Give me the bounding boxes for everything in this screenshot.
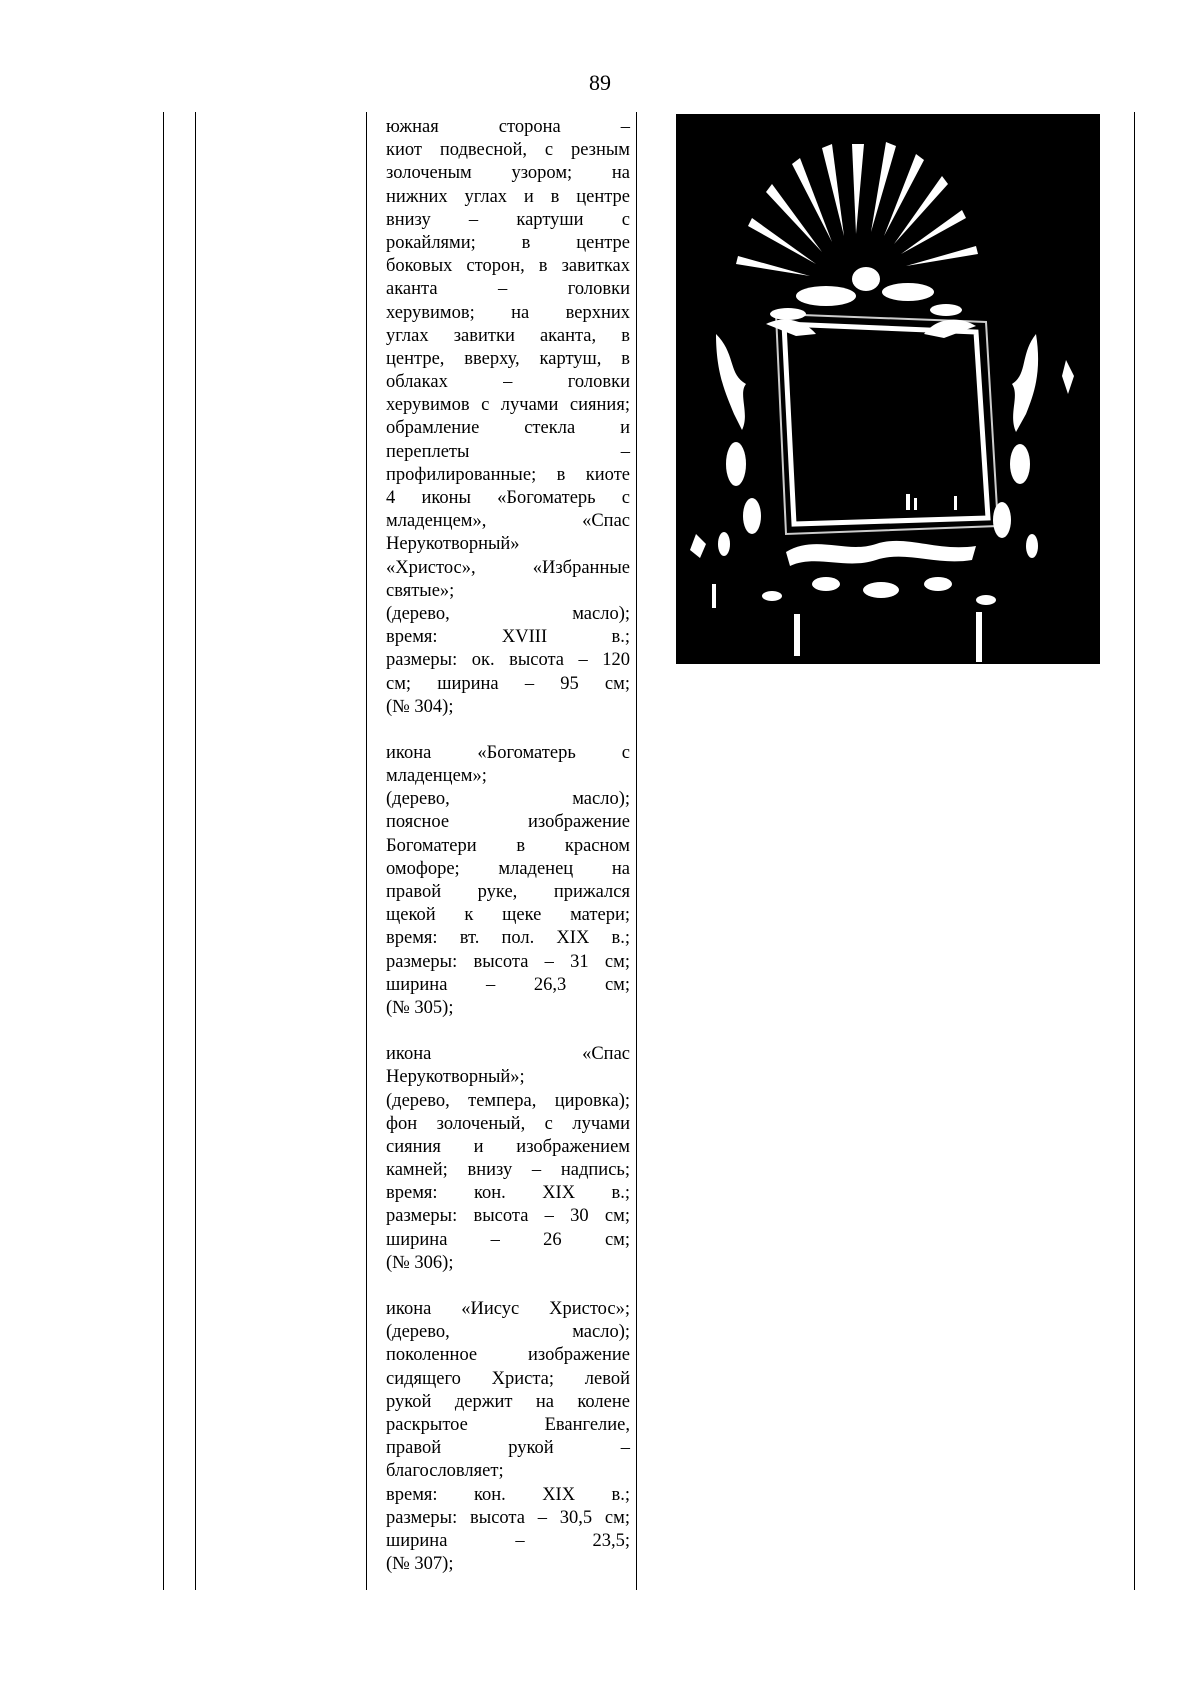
entry-line: раскрытое Евангелие, <box>386 1414 630 1435</box>
entry-line: киот подвесной, с резным <box>386 140 630 161</box>
entry-line: время: кон. XIX в.; <box>386 1183 630 1204</box>
page-number: 89 <box>589 70 611 95</box>
catalog-entry <box>386 116 630 719</box>
entry-line: облаках – головки <box>386 372 630 393</box>
entry-line: ширина – 26,3 см; <box>386 974 630 995</box>
table-border-left <box>163 112 164 1590</box>
entry-line: благословляет; <box>386 1461 504 1482</box>
entry-line: ширина – 26 см; <box>386 1229 630 1250</box>
entry-line: переплеты – <box>386 441 630 462</box>
entry-line: рукой держит на колене <box>386 1391 630 1412</box>
entry-line: размеры: высота – 31 см; <box>386 951 630 972</box>
kiot-photo <box>676 114 1100 664</box>
entry-line: см; ширина – 95 см; <box>386 673 630 694</box>
entry-line: ширина – 23,5; <box>386 1530 630 1551</box>
entry-line: время: вт. пол. XIX в.; <box>386 928 630 949</box>
entry-line: Нерукотворный»; <box>386 1067 525 1088</box>
entry-line: омофоре; младенец на <box>386 858 630 879</box>
entry-line: обрамление стекла и <box>386 418 630 439</box>
entry-line: размеры: ок. высота – 120 <box>386 650 630 671</box>
entry-line: поясное изображение <box>386 812 630 833</box>
table-column-divider <box>195 112 196 1590</box>
entry-line: младенцем»; <box>386 766 487 787</box>
catalog-entry <box>386 1298 630 1576</box>
entry-line: сияния и изображением <box>386 1136 630 1157</box>
table-border-right <box>1134 112 1135 1590</box>
entry-line: профилированные; в киоте <box>386 464 630 485</box>
entry-line: сидящего Христа; левой <box>386 1368 630 1389</box>
catalog-entry <box>386 742 630 1020</box>
entry-line: боковых сторон, в завитках <box>386 256 630 277</box>
entry-line: (дерево, масло); <box>386 789 630 810</box>
entry-line: южная сторона – <box>386 117 630 137</box>
entry-line: (№ 306); <box>386 1252 454 1273</box>
entry-line: Богоматери в красном <box>386 835 630 856</box>
entry-line: время: кон. XIX в.; <box>386 1484 630 1505</box>
entry-line: святые»; <box>386 580 455 601</box>
entry-line: икона «Иисус Христос»; <box>386 1299 630 1319</box>
entry-line: правой руке, прижался <box>386 882 630 902</box>
entry-line: щекой к щеке матери; <box>386 905 630 926</box>
entry-line: херувимов; на верхних <box>386 302 630 323</box>
entry-line: икона «Богоматерь с <box>386 742 630 763</box>
entry-line: золоченым узором; на <box>386 163 630 184</box>
entry-line: аканта – головки <box>386 279 630 300</box>
table-column-divider <box>636 112 637 1590</box>
entry-line: поколенное изображение <box>386 1345 630 1366</box>
entry-line: нижних углах и в центре <box>386 186 630 207</box>
entry-line: (дерево, масло); <box>386 1322 630 1343</box>
entry-line: (дерево, масло); <box>386 603 630 624</box>
entry-line: камней; внизу – надпись; <box>386 1160 630 1181</box>
entry-line: правой рукой – <box>386 1438 630 1459</box>
entry-line: время: XVIII в.; <box>386 627 630 648</box>
description-column <box>386 116 630 1599</box>
entry-line: икона «Спас <box>386 1044 630 1065</box>
entry-line: (дерево, темпера, цировка); <box>386 1090 630 1111</box>
entry-line: размеры: высота – 30 см; <box>386 1206 630 1227</box>
entry-line: Нерукотворный» <box>386 534 520 555</box>
entry-line: рокайлями; в центре <box>386 232 630 253</box>
entry-line: внизу – картуши с <box>386 209 630 230</box>
entry-line: херувимов с лучами сияния; <box>386 395 630 416</box>
entry-line: (№ 304); <box>386 696 454 717</box>
entry-line: (№ 305); <box>386 997 454 1018</box>
entry-line: фон золоченый, с лучами <box>386 1113 630 1134</box>
entry-line: «Христос», «Избранные <box>386 557 630 578</box>
entry-line: 4 иконы «Богоматерь с <box>386 488 630 508</box>
entry-line: углах завитки аканта, в <box>386 325 630 346</box>
entry-line: размеры: высота – 30,5 см; <box>386 1507 630 1528</box>
entry-line: (№ 307); <box>386 1554 454 1575</box>
catalog-entry <box>386 1043 630 1275</box>
entry-line: младенцем», «Спас <box>386 511 630 532</box>
entry-line: центре, вверху, картуш, в <box>386 348 630 369</box>
table-column-divider <box>366 112 367 1590</box>
